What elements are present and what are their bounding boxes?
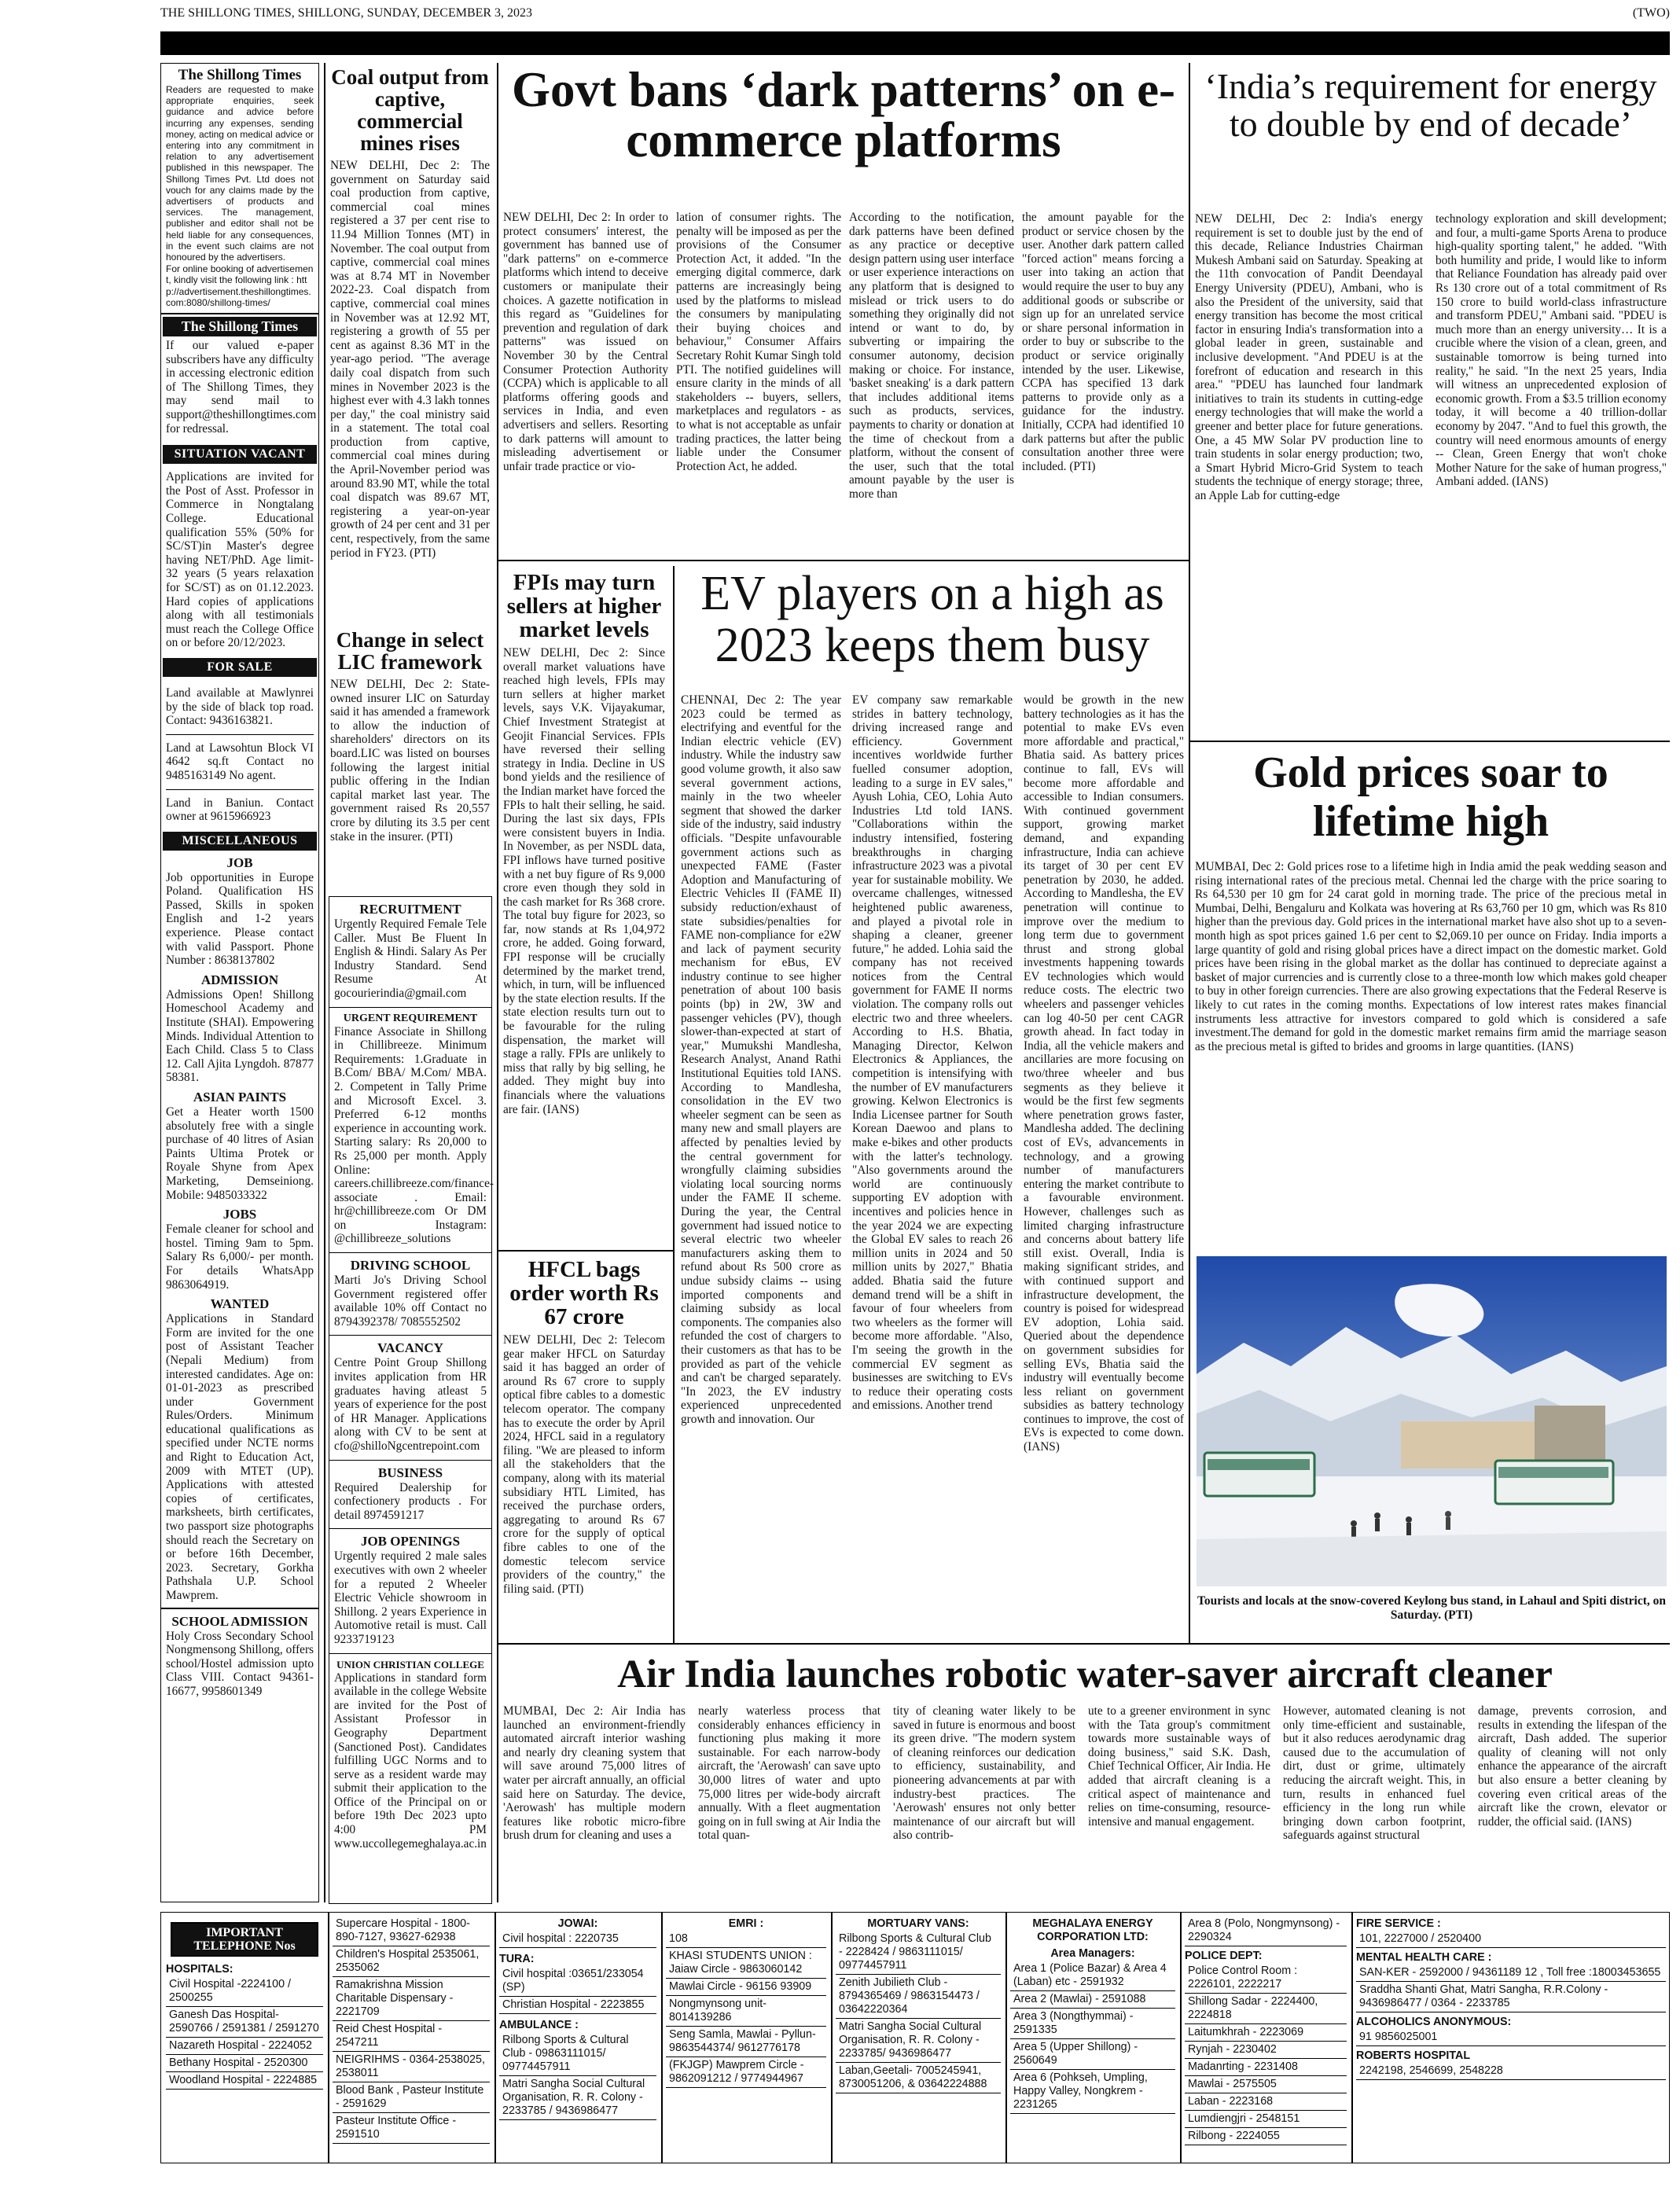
- notice-title: The Shillong Times: [178, 67, 302, 83]
- dir-col-energy: [1010, 1917, 1175, 2114]
- dir-col-2: [333, 1916, 490, 2144]
- gold-headline: Gold prices soar to lifetime high: [1253, 748, 1608, 846]
- dir-entry: Rilbong Sports & Cultural Club - 09863111015/ 09774457911: [499, 2032, 656, 2076]
- job-body: Job opportunities in Europe Poland. Qualification HS Passed, Skills in spoken English and 1-2 years experience. Please contact with valid Passport. Phone Number : 8638137802: [166, 870, 314, 968]
- snow-scene-image: [1197, 1256, 1667, 1586]
- recruitment-body: Urgently Required Female Tele Caller. Must Be Fluent In English & Hindi. Salary As Per Industry Standard. Send Resume At gocourierindia@gmail.com: [334, 917, 487, 1000]
- fire-label: FIRE SERVICE :: [1356, 1917, 1441, 1930]
- airindia-col-4: ute to a greener environment in sync with the Tata group's commitment towards more sustainable ways of doing business," said S.K. Dash, Chief Technical Officer, Air India. He added that aircraft cleaning is a critical aspect of maintenance and relies on time-consuming, resource-intensive and manual engagement.: [1088, 1704, 1270, 1829]
- dir-entry: Area 8 (Polo, Nongmynsong) - 2290324: [1185, 1916, 1347, 1946]
- dir-entry: Sraddha Shanti Ghat, Matri Sangha, R.R.Colony - 9436986477 / 0364 - 2233785: [1356, 1982, 1666, 2012]
- recruitment-title: RECRUITMENT: [359, 902, 461, 917]
- notice-online-link[interactable]: For online booking of advertisement, kindly visit the following link : http://advertisement.theshillongtimes.com:8080/shillong-times/: [166, 263, 314, 308]
- dir-entry: Woodland Hospital - 2224885: [166, 2072, 323, 2090]
- dir-entry: 108: [666, 1931, 826, 1948]
- dir-rule: [831, 1913, 833, 2163]
- column-rule: [1189, 63, 1190, 1643]
- dir-entry: Seng Samla, Mawlai - Pyllun-9863544374/ 9612776178: [666, 2027, 826, 2057]
- sidebar-classifieds: [160, 63, 319, 1902]
- ucc-title: UNION CHRISTIAN COLLEGE: [336, 1658, 484, 1671]
- forsale-item: Land at Lawsohtun Block VI 4642 sq.ft Contact no 9485163149 No agent.: [166, 741, 314, 782]
- dir-entry: SAN-KER - 2592000 / 94361189 12 , Toll free :18003453655: [1356, 1965, 1666, 1982]
- directory-title: [171, 1922, 318, 1957]
- epaper-title: The Shillong Times: [163, 317, 317, 336]
- dir-entry: Ramakrishna Mission Charitable Dispensary - 2221709: [333, 1977, 490, 2021]
- business-body: Required Dealership for confectionery products . For detail 8974591217: [334, 1480, 487, 1522]
- dir-entry: Civil Hospital -2224100 / 2500255: [166, 1976, 323, 2007]
- tura-label: TURA:: [499, 1953, 535, 1965]
- dir-col-police: [1185, 1916, 1347, 2145]
- coal-body: NEW DELHI, Dec 2: The government on Saturday said coal production from captive, commercial coal mines registered a 37 per cent rise to 11.94 Million Tonnes (MT) in November. The coal output from captive, commercial coal mines was at 8.74 MT in November 2022-23. Coal dispatch from captive, commercial coal mines in November was at 12.92 MT, registering a growth of 55 per cent as against 8.36 MT in the year-ago period. "The average daily coal dispatch from such mines in November 2023 is the highest ever with 4.3 lakh tonnes per day," the coal ministry said in a statement. The total coal production from captive, commercial coal mines during the April-November period was around 83.90 MT, while the total coal dispatch was 89.67 MT, registering a year-on-year growth of 24 per cent and 31 per cent, respectively, from the same period in FY23. (PTI): [330, 159, 490, 560]
- dir-entry: Matri Sangha Social Cultural Organisation, R. R. Colony - 2233785 / 9436986477: [499, 2076, 656, 2120]
- dir-entry: 91 9856025001: [1356, 2029, 1666, 2046]
- dir-rule: [328, 1913, 329, 2163]
- epaper-body: If our valued e-paper subscribers have any difficulty in accessing electronic edition of The Shillong Times, they may send mail to support@theshillongtimes.com for redressal.: [166, 339, 317, 436]
- dir-col-mortuary: [836, 1917, 1001, 2093]
- airindia-col-2: nearly waterless process that considerably enhances efficiency in functioning plus making it more sustainable. For each narrow-body aircraft, the 'Aerowash' can save upto 30,000 litres of water and upto 75,000 litres per wide-body aircraft annually. With a fleet augmentation going on in full swing at Air India the total quan-: [698, 1704, 880, 1843]
- directory-title-2: TELEPHONE Nos: [193, 1939, 296, 1953]
- column-rule: [497, 63, 498, 1902]
- column-rule: [673, 566, 675, 1643]
- asian-title: ASIAN PAINTS: [193, 1090, 287, 1105]
- business-title: BUSINESS: [377, 1465, 443, 1480]
- dir-entry: Rynjah - 2230402: [1185, 2042, 1347, 2059]
- vacancy-body: Centre Point Group Shillong invites application from HR graduates having atleast 5 years of experience for the post of HR Manager. Applications along with CV to be sent at cfo@shilloNgcentrepoint.com: [334, 1356, 487, 1453]
- dark-col-3: According to the notification, dark patterns have been defined as any practice or deceptive design pattern using user interface or user experience interactions on any platform that is designed to mislead or trick users to do something they originally did not intend or want to do, by subverting or impairing the consumer autonomy, decision making or choice. For instance, 'basket sneaking' is a dark pattern that includes additional items such as products, services, payments to charity or donation at the time of checkout from a platform, without the consent of the user, such that the total amount payable by the user is more than: [849, 211, 1014, 501]
- forsale-item: Land in Baniun. Contact owner at 9615966923: [166, 796, 314, 824]
- dir-entry: Reid Chest Hospital - 2547211: [333, 2021, 490, 2052]
- school-body: Holy Cross Secondary School Nongmensong Shillong, offers school/Hostel admission upto Class VIII. Contact 94361-16677, 9958601349: [166, 1629, 314, 1698]
- dir-col-fire: [1356, 1917, 1666, 2080]
- dir-entry: Area 6 (Pohkseh, Umpling, Happy Valley, Nongkrem - 2231265: [1010, 2070, 1175, 2114]
- keylong-photo: [1197, 1256, 1667, 1586]
- dir-entry: Area 5 (Upper Shillong) - 2560649: [1010, 2039, 1175, 2070]
- hfcl-body: NEW DELHI, Dec 2: Telecom gear maker HFCL on Saturday said it has bagged an order of around Rs 67 crore to supply optical fibre cables to a domestic telecom operator. The company has to execute the order by April 2024, HFCL said in a regulatory filing. "We are pleased to inform all the stakeholders that the company, along with its material subsidiary HTL Limited, has received the purchase orders, aggregating to around Rs 67 crore for the supply of optical fibre cables to one of the domestic telecom service providers of the country," the filing said. (PTI): [503, 1333, 665, 1596]
- dir-entry: Laban,Geetali- 7005245941, 8730051206, & 03642224888: [836, 2063, 1001, 2093]
- dir-entry: (FKJGP) Mawprem Circle - 9862091212 / 9774944967: [666, 2057, 826, 2088]
- telephone-directory: [160, 1912, 1670, 2163]
- lic-article: [330, 629, 490, 844]
- dir-rule: [661, 1913, 663, 2163]
- police-label: POLICE DEPT:: [1185, 1950, 1263, 1962]
- urgent-body: Finance Associate in Shillong in Chillibreeze. Minimum Requirements: 1.Graduate in B.Com/ BBA/ M.Com/ MBA. 2. Competent in Tally Prime and Microsoft Excel. 3. Preferred 6-12 months experience in accounting work. Starting salary: Rs 20,000 to Rs 25,000 per month. Apply Online: careers.chillibreeze.com/finance-associate . Email: hr@chillibreeze.com Or DM on Instagram: @chillibreeze_solutions: [334, 1024, 494, 1246]
- driving-body: Marti Jo's Driving School Government registered offer available 10% off Contact no 8794392378/ 7085552502: [334, 1274, 487, 1329]
- dir-entry: Christian Hospital - 2223855: [499, 1997, 656, 2014]
- airindia-col-1: MUMBAI, Dec 2: Air India has launched an environment-friendly automated aircraft interior washing and nearly dry cleaning system that will save around 75,000 litres of water per aircraft annually, an official said here on Saturday. The device, 'Aerowash' has multiple modern features like robotic micro-fibre brush drum for cleaning and uses a: [503, 1704, 686, 1843]
- dir-entry: Lumdiengjri - 2548151: [1185, 2111, 1347, 2128]
- dir-rule: [494, 1913, 496, 2163]
- dir-entry: Civil hospital : 2220735: [499, 1931, 656, 1948]
- dir-entry: Supercare Hospital - 1800-890-7127, 93627-62938: [333, 1916, 490, 1946]
- jobopen-body: Urgently required 2 male sales executives with own 2 wheeler for a reputed 2 Wheeler Electric Vehicle showroom in Shillong. 2 years Experience in Automotive retail is must. Call 9233719123: [334, 1549, 487, 1646]
- ambulance-label: AMBULANCE :: [499, 2019, 579, 2031]
- directory-title-1: IMPORTANT: [206, 1926, 283, 1939]
- fpi-body: NEW DELHI, Dec 2: Since overall market valuations have reached high levels, FPIs may turn sellers at higher market levels, says V.K. Vijayakumar, Chief Investment Strategist at Geojit Financial Services. FPIs have reversed their selling strategy in India. Decline in US bond yields and the resilience of the Indian market have forced the FPIs to halt their selling, he said. During the last six days, FPIs were consistent buyers in India. In November, as per NSDL data, FPI inflows have turned positive with a net buy figure of Rs 9,000 crore even though they sold in the cash market for Rs 368 crore. The total buy figure for 2023, so far, now stands at Rs 1,04,972 crore, he added. Going forward, FPI response will be crucially determined by the market trend, which, in turn, will be influenced by the state election results. If the state election results turn out to be favourable for the ruling dispensation, the market will stage a rally. FPIs are unlikely to miss that rally by big selling, he added. They might buy into financials where the valuations are fair. (IANS): [503, 646, 666, 1116]
- dir-entry: Mawlai - 2575505: [1185, 2076, 1347, 2093]
- airindia-headline: Air India launches robotic water-saver aircraft cleaner: [617, 1652, 1553, 1696]
- ev-headline: EV players on a high as 2023 keeps them busy: [700, 567, 1164, 672]
- energy-col-2: technology exploration and skill development; and four, a multi-game Sports Arena to produce high-quality sporting talent," he added. "With both humility and pride, I would like to inform that Reliance Foundation has already paid over Rs 130 crore out of a total commitment of Rs 150 crore to build world-class infrastructure and transform PDEU," Ambani said. "PDEU is much more than an energy university… It is a crucible where the vision of a clean, green, and sustainable tomorrow is being turned into reality," he said. "In the next 25 years, India will witness an unprecedented explosion of economic growth. From a $3.5 trillion economy today, it will become a 40 trillion-dollar economy by 2047. "And to fuel this growth, the country will need enormous amounts of energy -- Clean, Green Energy that won't choke Mother Nature for the sake of human progress," Ambani added. (IANS): [1436, 212, 1667, 489]
- situation-title: SITUATION VACANT: [163, 445, 317, 464]
- section-rule: [498, 1250, 673, 1252]
- dir-entry: Pasteur Institute Office - 2591510: [333, 2113, 490, 2144]
- dir-col-hospitals: [166, 1917, 323, 2090]
- mortuary-label: MORTUARY VANS:: [867, 1917, 969, 1930]
- classified-box: [329, 896, 492, 1904]
- lic-headline: Change in select LIC framework: [336, 628, 484, 674]
- dir-entry: Area 3 (Nongthymmai) - 2591335: [1010, 2009, 1175, 2039]
- forsale-title: FOR SALE: [163, 658, 317, 677]
- column-rule: [324, 63, 325, 1902]
- emri-label: EMRI :: [728, 1917, 764, 1930]
- dir-entry: Laitumkhrah - 2223069: [1185, 2024, 1347, 2042]
- masthead-left: THE SHILLONG TIMES, SHILLONG, SUNDAY, DECEMBER 3, 2023: [160, 6, 533, 20]
- coal-headline: Coal output from captive, commercial mines rises: [331, 65, 489, 155]
- fpi-headline: FPIs may turn sellers at higher market levels: [506, 570, 662, 642]
- energy-headline: ‘India’s requirement for energy to double by end of decade’: [1204, 66, 1657, 144]
- ev-col-2: EV company saw remarkable strides in battery technology, driving increased range and efficiency. Government incentives worldwide further fuelled consumer adoption, leading to a surge in EV sales," Ayush Lohia, CEO, Lohia Auto Industries Ltd told IANS. "Collaborations within the industry intensified, fostering breakthroughs in charging infrastructure 2023 was a pivotal year for sustainable mobility. We overcame challenges, witnessed heightened public awareness, and played a pivotal role in shaping a cleaner, greener future," he added. Lohia said the company has not received notices from the Central government for FAME II norms violation. The company rolls out electric two and three wheelers. According to H.S. Bhatia, Managing Director, Kelwon Electronics & Appliances, the competition is intensifying with the number of EV manufacturers growing. Kelwon Electronics is India Licensee partner for South Korean Daewoo and plans to make e-bikes and other products with the latter's technology. "Also governments around the world are continuously supporting EV adoption with incentives and policies hence in the year 2024 we are expecting the Global EV sales to reach 26 million units in 2024 and 50 million units by 2027," Bhatia added. Bhatia said the future demand trend will be a shift in favour of four wheelers from two wheelers as the former will become more affordable. "Also, I'm seeing the growth in the commercial EV segment as businesses are switching to EVs to reduce their operating costs and emissions. Another trend: [852, 693, 1013, 1413]
- dir-entry: Zenith Jubilieth Club - 8794365469 / 9863154473 / 03642220364: [836, 1975, 1001, 2019]
- gold-body: MUMBAI, Dec 2: Gold prices rose to a lifetime high in India amid the peak wedding season and rising international rates of the precious metal. Chennai led the charge with the price soaring to Rs 64,530 per 10 gm for 24 carat gold in morning trade. The price of the precious metal in Mumbai, Delhi, Bengaluru and Kolkata was hovering at Rs 63,760 per 10 gm, which was Rs 810 higher than the previous day. Gold prices in the international market have also shot up to a seven-month high as spot prices gained 1.6 per cent to $2,069.10 per ounce on Friday. India imports a large quantity of gold and rising global prices have a direct impact on the domestic market. Gold prices have been rising in the global market as the dollar has continued to depreciate against a basket of major currencies and is currently close to a three-month low which makes gold cheaper to buy in other foreign currencies. There are also growing expectations that the Federal Reserve is likely to cut rates in the coming months. Expectations of low interest rates makes financial instruments less attractive for investors compared to gold which is considered a safe investment.The demand for gold in the domestic market remains firm amid the marriage season as the precious metal is gifted to brides and grooms in large quantities. (IANS): [1195, 860, 1667, 1053]
- dir-entry: Rilbong Sports & Cultural Club - 2228424 / 9863111015/ 09774457911: [836, 1931, 1001, 1975]
- dir-entry: Area 1 (Police Bazar) & Area 4 (Laban) etc - 2591932: [1010, 1961, 1175, 1991]
- forsale-item: Land available at Mawlynrei by the side of black top road. Contact: 9436163821.: [166, 686, 314, 728]
- fpi-article: [503, 571, 665, 1116]
- jobs-title: JOBS: [222, 1207, 257, 1222]
- energy-corp-label: MEGHALAYA ENERGY CORPORATION LTD:: [1032, 1917, 1153, 1943]
- roberts-label: ROBERTS HOSPITAL: [1356, 2049, 1471, 2062]
- dir-entry: 101, 2227000 / 2520400: [1356, 1931, 1666, 1948]
- jobs-body: Female cleaner for school and hostel. Timing 9am to 5pm. Salary Rs 6,000/- per month. For details WhatsApp 9863064919.: [166, 1222, 314, 1292]
- dir-entry: 2242198, 2546699, 2548228: [1356, 2063, 1666, 2080]
- dir-entry: Police Control Room : 2226101, 2222217: [1185, 1963, 1347, 1994]
- dir-rule: [1351, 1913, 1353, 2163]
- dir-entry: Children's Hospital 2535061, 2535062: [333, 1946, 490, 1977]
- dir-entry: Blood Bank , Pasteur Institute - 2591629: [333, 2082, 490, 2113]
- airindia-col-3: tity of cleaning water likely to be saved in future is enormous and boost its green drive. "The modern system of cleaning reinforces our dedication to efficiency, sustainability, and pioneering advancements at par with industry-best practices. The 'Aerowash' ensures not only better maintenance of our aircraft but will also contrib-: [893, 1704, 1075, 1843]
- dir-entry: KHASI STUDENTS UNION : Jaiaw Circle - 9863060142: [666, 1948, 826, 1979]
- ucc-body: Applications in standard form available in the college Website are invited for the Post of Assistant Professor in Geography Department (Sanctioned Post). Candidates fulfilling UGC Norms and to serve as a resident warde may submit their application to the Office of the Principal on or before 19th Dec 2023 upto 4:00 PM www.uccollegemeghalaya.ac.in: [334, 1671, 487, 1851]
- dir-entry: Bethany Hospital - 2520300: [166, 2055, 323, 2072]
- admission-body: Admissions Open! Shillong Homeschool Academy and Institute (SHAI). Empowering Minds. Individual Attention to Each Child. Class 5 to Class 12. Call Ajita Lyngdoh. 87877 58381.: [166, 987, 314, 1085]
- dir-entry: Matri Sangha Social Cultural Organisation, R. R. Colony - 2233785/ 9436986477: [836, 2019, 1001, 2063]
- jowai-label: JOWAI:: [557, 1917, 598, 1930]
- wanted-body: Applications in Standard Form are invited for the one post of Assistant Teacher (Nepali Medium) from interested candidates. Age on: 01-01-2023 as prescribed under Government Rules/Orders. Minimum educational qualifications as specified under NCTE norms and Right to Education Act, 2009 with MTET (UP). Applications with attested copies of certificates, marksheets, birth certificates, two passport size photographs should reach the Secretary on or before 16th December, 2023. Secretary, Gorkha Pathshala U.P. School Mawprem.: [166, 1312, 314, 1602]
- section-rule: [498, 560, 1189, 561]
- dir-col-jowai: [499, 1917, 656, 2120]
- job-title: JOB: [226, 855, 253, 870]
- admission-title: ADMISSION: [200, 972, 279, 987]
- driving-title: DRIVING SCHOOL: [350, 1258, 471, 1274]
- photo-caption: Tourists and locals at the snow-covered Keylong bus stand, in Lahaul and Spiti district, on Saturday. (PTI): [1197, 1594, 1666, 1622]
- dir-rule: [1005, 1913, 1007, 2163]
- urgent-title: URGENT REQUIREMENT: [343, 1012, 478, 1024]
- managers-label: Area Managers:: [1050, 1947, 1135, 1960]
- dir-entry: Laban - 2223168: [1185, 2093, 1347, 2111]
- dir-col-emri: [666, 1917, 826, 2088]
- dark-col-2: lation of consumer rights. The penalty will be imposed as per the provisions of the Consumer Protection Act, it added. "In the emerging digital commerce, dark patterns are increasingly being used by the platforms to mislead the consumers by manipulating their buying choices and behaviour," Consumer Affairs Secretary Rohit Kumar Singh told PTI. The notified guidelines will ensure clarity in the minds of all stakeholders -- buyers, sellers, marketplaces and regulators - as to what is not acceptable as unfair trading practices, the latter being liable under the Consumer Protection Act, he added.: [676, 211, 841, 473]
- hfcl-article: [503, 1258, 665, 1596]
- masthead-right: (TWO): [1632, 6, 1670, 20]
- energy-col-1: NEW DELHI, Dec 2: India's energy requirement is set to double just by the end of this decade, Reliance Industries Chairman Mukesh Ambani said on Saturday. Speaking at the 11th convocation of Pandit Deendayal Energy University (PDEU), Ambani, who is also the President of the university, said that energy transition has become the most critical factor in ensuring India's transformation into a global leader in green, sustainable and inclusive development. "And PDEU is at the forefront of education and research in this area." "PDEU has launched four landmark initiatives to train its students in cutting-edge energy technologies that will make the world a greener and better place for future generations. One, a 45 MW Solar PV production line to train students in solar energy production; two, a Smart Hybrid Micro-Grid System to teach students the technique of energy storage; three, an Apple Lab for cutting-edge: [1195, 212, 1423, 502]
- page-masthead: [160, 6, 1670, 24]
- asian-body: Get a Heater worth 1500 absolutely free with a single purchase of 40 litres of Asian Paints Ultima Protek or Royale Shyne from Apex Marketing, Demseiniong. Mobile: 9485033322: [166, 1105, 314, 1202]
- top-black-bar: [160, 31, 1670, 55]
- situation-body: Applications are invited for the Post of Asst. Professor in Commerce in Nongtalang College. Educational qualification 55% (50% for SC/ST)in Master's degree having NET/PhD. Age limit- 32 years (5 years relaxation for SC/ST) as on 01.12.2023. Hard copies of applications along with all testimonials must reach the College Office on or before 20/12/2023.: [166, 470, 314, 650]
- vacancy-title: VACANCY: [377, 1340, 443, 1356]
- ev-col-1: CHENNAI, Dec 2: The year 2023 could be termed as electrifying and eventful for the Indian electric vehicle (EV) industry. While the industry saw good volume growth, it also saw several government actions, mainly in the two wheeler segment that showed the darker side of the industry, said industry officials. "Despite unfavourable government actions such as unexpected FAME (Faster Adoption and Manufacturing of Electric Vehicles II (FAME II) subsidy reduction/exhaust of state subsidies/penalties for FAME non-compliance for e2W and lack of payment security mechanism for eBus, EV industry continue to see higher penetration of about 100 basis points (bp) in 2W, 3W and passenger vehicles (PV), though slower-than-expected at start of year," Mumukshi Mandlesha, Research Analyst, Anand Rathi Institutional Equities told IANS. According to Mandlesha, consolidation in the EV two wheeler segment can be seen as many new and small players are affected by penalties levied by the central government for wrongfully claiming subsidies violating local sourcing norms under the FAME II scheme. During the year, the Central government had issued notice to several electric two wheeler manufacturers asking them to refund about Rs 500 crore as undue subsidy claims -- using imported components and claiming subsidy as local components. The companies also refunded the cost of chargers to their customers as that has to be provided as part of the vehicle and can't be charged separately. "In 2023, the EV industry experienced unprecedented growth and innovation. Our: [681, 693, 841, 1426]
- dark-headline: Govt bans ‘dark patterns’ on e-commerce platforms: [511, 62, 1176, 167]
- dir-entry: Mawlai Circle - 96156 93909: [666, 1979, 826, 1996]
- dir-rule: [1180, 1913, 1182, 2163]
- ev-col-3: would be growth in the new battery technologies as it has the potential to make EVs even more affordable and practical," Bhatia said. As battery prices continue to fall, EVs will become more affordable and accessible to Indian consumers. With continued government support, growing market demand, and expanding infrastructure, India can achieve its target of 30 per cent EV penetration by 2030, he added. According to Mandlesha, the EV penetration will continue to improve over the medium to long term due to government thrust and strong global investments happening towards EV technologies which would reduce costs. The electric two wheelers and passenger vehicles can log 40-50 per cent CAGR growth ahead. In fact today in India, all the vehicle makers and ancillaries are more focusing on two/three wheeler and bus segments as they believe it would be the first few segments where penetration grows faster, Mandlesha added. The declining cost of EVs, advancements in technology, and a growing number of manufacturers entering the market contribute to a favourable environment. However, challenges such as limited charging infrastructure and concerns about battery life still exist. Overall, India is making significant strides, and with continued support and infrastructure development, the country is poised for widespread EV adoption, Lohia said. Queried about the dependence on government subsidies for selling EVs, Bhatia said the industry will eventually become less reliant on government subsidies as battery technology continues to improve, the cost of EVs is expected to come down. (IANS): [1024, 693, 1184, 1454]
- misc-title: MISCELLANEOUS: [163, 832, 317, 851]
- school-title: SCHOOL ADMISSION: [171, 1613, 308, 1629]
- jobopen-title: JOB OPENINGS: [360, 1534, 461, 1549]
- dir-entry: Madanrting - 2231408: [1185, 2059, 1347, 2076]
- dir-entry: Ganesh Das Hospital-2590766 / 2591381 / 2591270: [166, 2007, 323, 2038]
- wanted-title: WANTED: [210, 1296, 270, 1312]
- coal-article: [330, 66, 490, 560]
- section-rule: [1189, 741, 1670, 742]
- aa-label: ALCOHOLICS ANONYMOUS:: [1356, 2016, 1512, 2028]
- dir-entry: Nongmynsong unit- 8014139286: [666, 1996, 826, 2027]
- dir-entry: Shillong Sadar - 2224400, 2224818: [1185, 1994, 1347, 2024]
- hfcl-headline: HFCL bags order worth Rs 67 crore: [509, 1257, 659, 1329]
- dir-entry: Nazareth Hospital - 2224052: [166, 2038, 323, 2055]
- dark-col-4: the amount payable for the product or service chosen by the user. Another dark pattern called "forced action" means forcing a user into taking an action that would require the user to buy any additional goods or subscribe or sign up for an unrelated service or share personal information in order to buy or subscribe to the product or service originally intended by the user. Likewise, CCPA has specified 13 dark patterns to provide only as a guidance for the industry. Initially, CCPA had identified 10 dark patterns but after the public consultation another three were included. (PTI): [1022, 211, 1184, 473]
- dir-entry: Civil hospital :03651/233054 (SP): [499, 1966, 656, 1997]
- notice-body: Readers are requested to make appropriate enquiries, seek guidance and advice before incurring any expenses, sending money, acting on medical advice or entering into any commitment in relation to any advertisement published in this newspaper. The Shillong Times Pvt. Ltd does not vouch for any claims made by the advertisers of products and services. The management, publisher and editor shall not be held liable for any consequences, in the event such claims are not honoured by the advertisers.: [166, 84, 314, 263]
- dir-entry: Rilbong - 2224055: [1185, 2128, 1347, 2145]
- dir-entry: NEIGRIHMS - 0364-2538025, 2538011: [333, 2052, 490, 2082]
- airindia-col-5: However, automated cleaning is not only time-efficient and sustainable, but it also reduces aerodynamic drag caused due to the accumulation of dirt, dust or grime, ultimately reducing the aircraft weight. This, in turn, results in enhanced fuel efficiency in the long run while bringing down carbon footprint, safeguards against structural: [1283, 1704, 1465, 1843]
- dir-entry: Area 2 (Mawlai) - 2591088: [1010, 1991, 1175, 2009]
- lic-body: NEW DELHI, Dec 2: State-owned insurer LIC on Saturday said it has amended a framework to allow the induction of shareholders' directors on its board.LIC was listed on bourses following the largest initial public offering in the Indian capital market last year. The government raised Rs 20,557 crore by diluting its 3.5 per cent stake in the insurer. (PTI): [330, 678, 490, 844]
- dark-col-1: NEW DELHI, Dec 2: In order to protect consumers' interest, the government has banned use of "dark patterns" on e-commerce platforms which intend to deceive customers or manipulate their choices. A gazette notification in this regard as "Guidelines for prevention and regulation of dark patterns" was issued on November 30 by the Central Consumer Protection Authority (CCPA) which is applicable to all platforms offering goods and services in India, and even advertisers and sellers. Resorting to dark patterns will amount to misleading advertisement or unfair trade practice or vio-: [503, 211, 668, 473]
- hospitals-label: HOSPITALS:: [166, 1963, 233, 1976]
- airindia-col-6: damage, prevents corrosion, and results in extending the lifespan of the aircraft, Dash added. The superior quality of cleaning will not only enhance the appearance of the aircraft but also ensure a better cleaning by covering even critical areas of the aircraft like the crown, elevator or rudder, the official said. (IANS): [1478, 1704, 1667, 1829]
- mental-label: MENTAL HEALTH CARE :: [1356, 1951, 1492, 1964]
- section-rule: [498, 1643, 1670, 1645]
